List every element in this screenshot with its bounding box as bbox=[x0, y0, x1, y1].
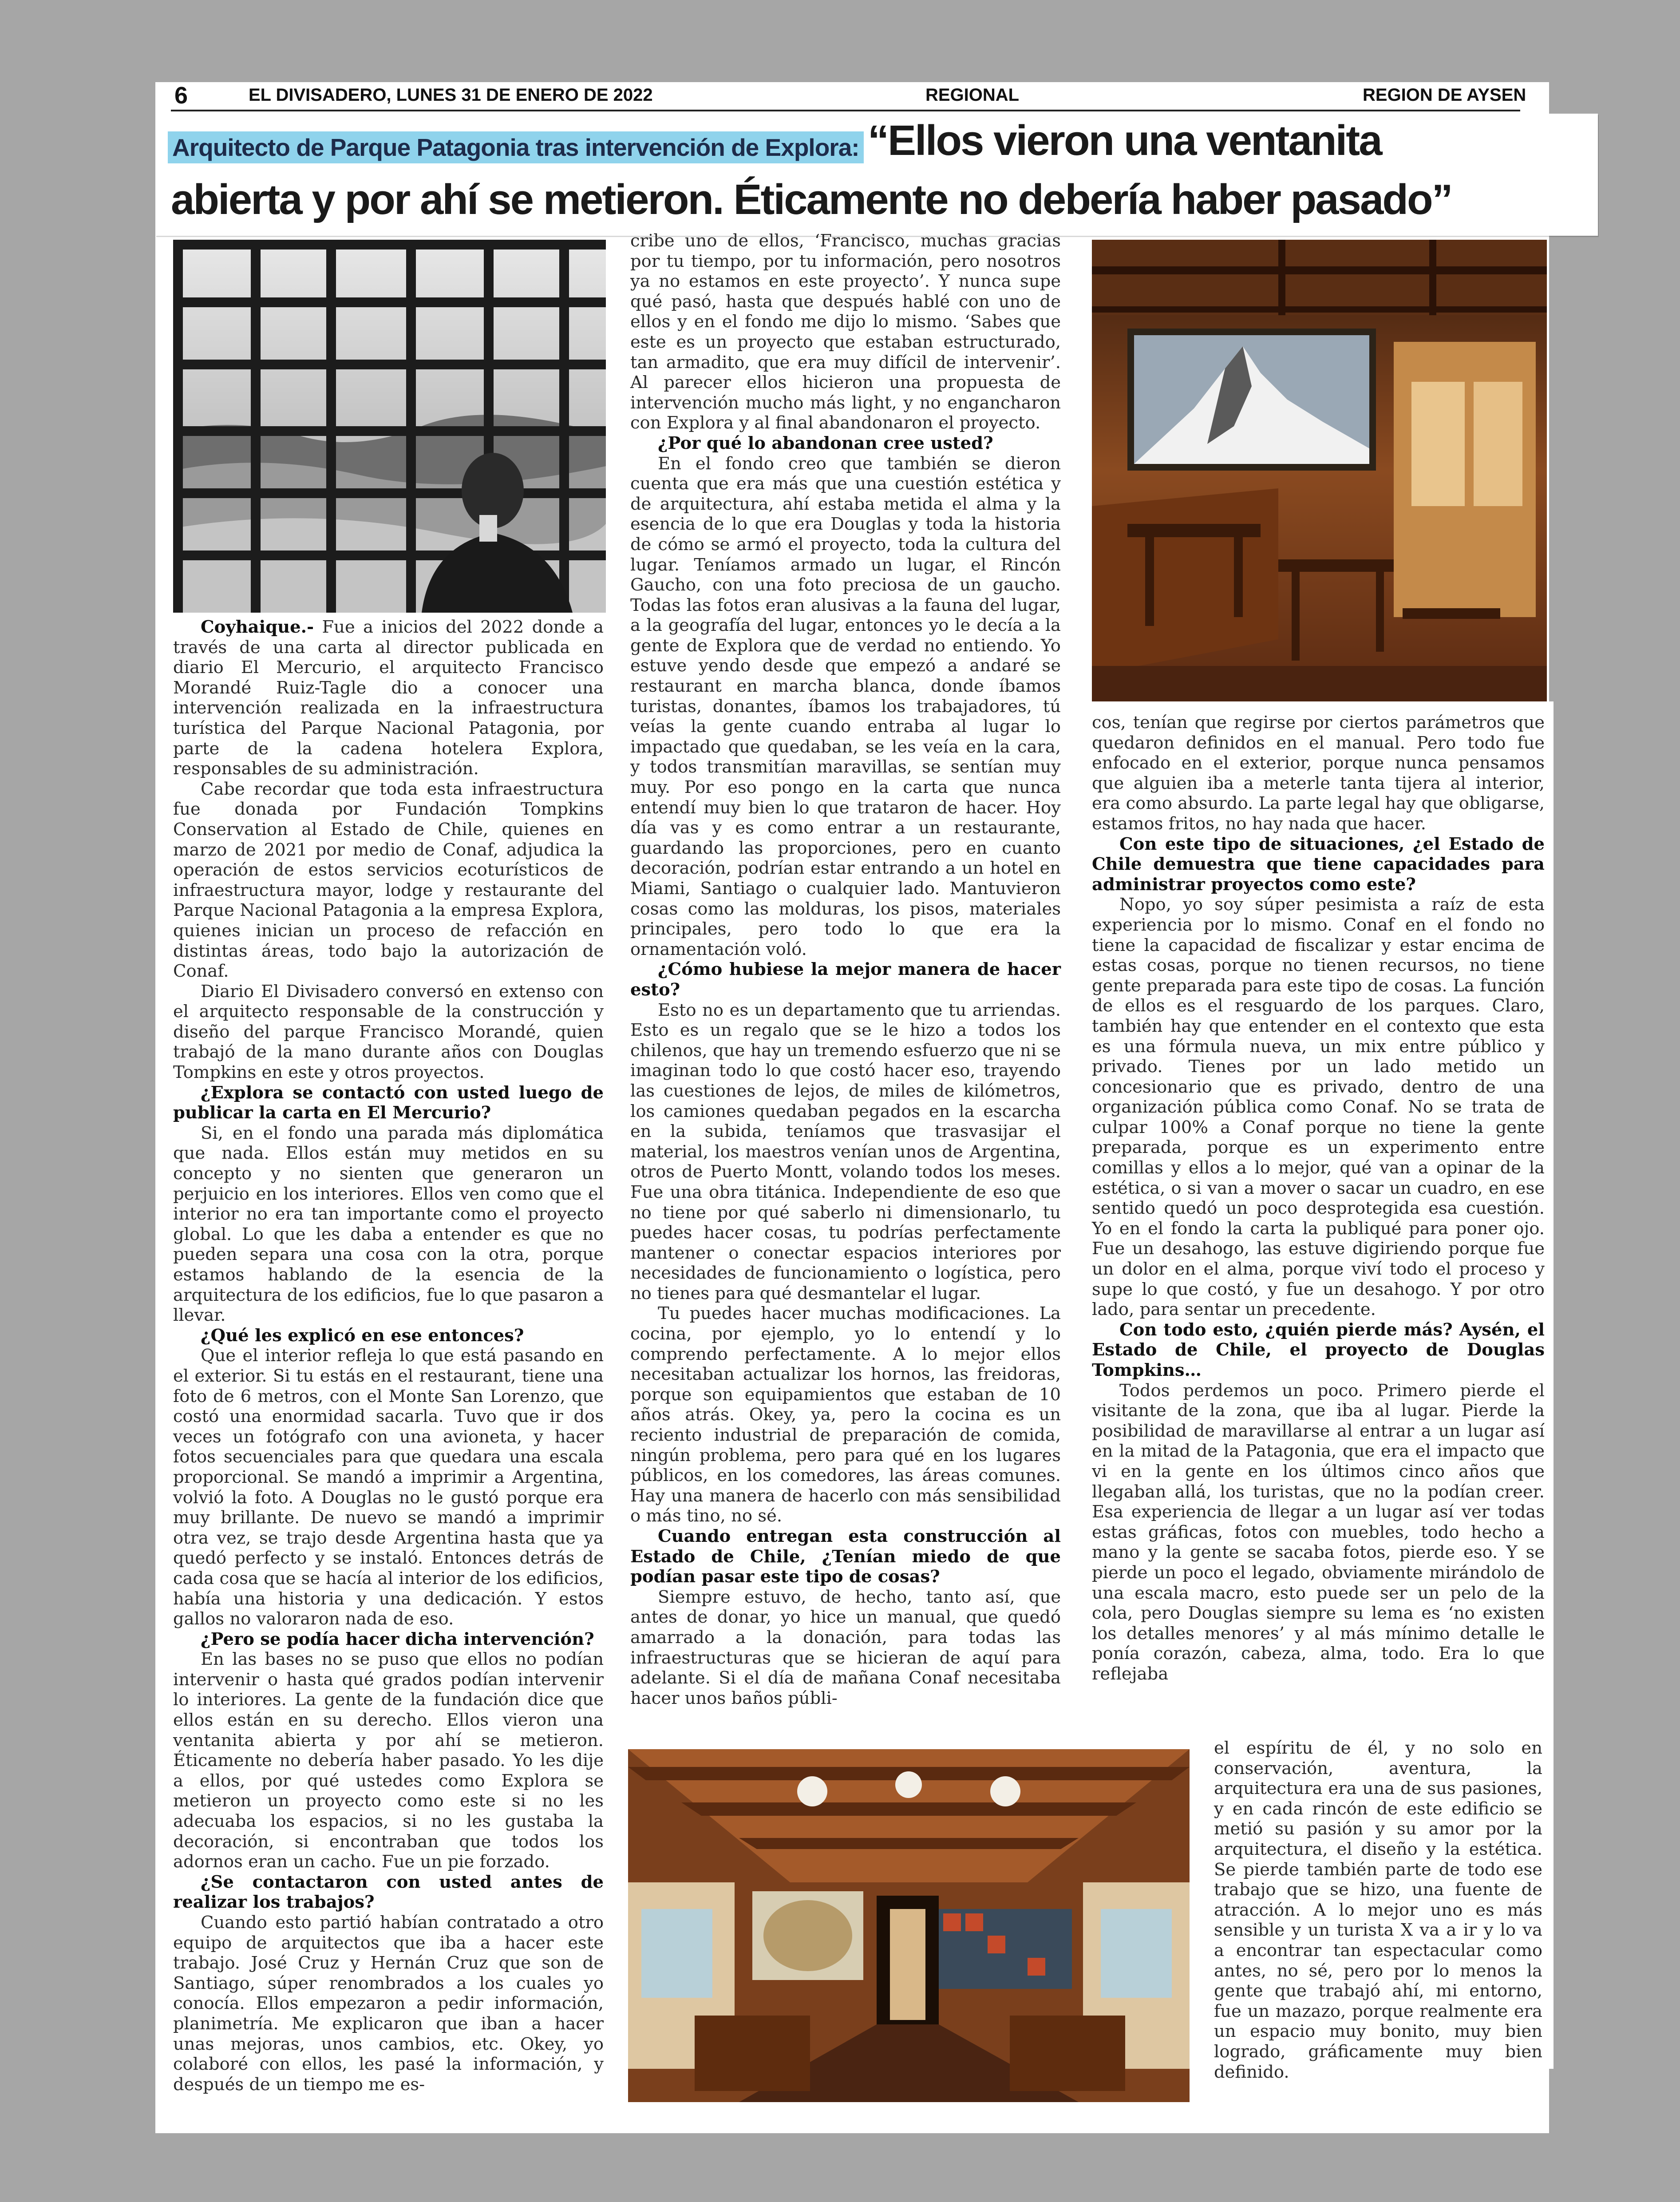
headline-title-line1: “Ellos vieron una ventanita bbox=[868, 117, 1381, 164]
col3-question-1: Con este tipo de situaciones, ¿el Estado de Chile demuestra que tiene capacidades para administrar proyectos como este? bbox=[1092, 834, 1545, 895]
col2-question-2: ¿Cómo hubiese la mejor manera de hacer esto? bbox=[630, 959, 1061, 1000]
lodge-hall-photo bbox=[628, 1749, 1190, 2102]
col1-answer-4: Cuando esto partió habían contratado a otro equipo de arquitectos que iba a hacer este trabajo. José Cruz y Hernán Cruz que son de Santiago, súper renombrados a los cuales yo conocía. Ellos empezaron a pedir información, planimetría. Me explicaron que iban a hacer unas mejoras, unos cambios, etc. Okey, yo colaboré con ellos, les pasé la información, y después de un tiempo me es- bbox=[173, 1913, 604, 2095]
region-name: REGION DE AYSEN bbox=[1363, 85, 1526, 105]
architect-window-photo bbox=[173, 240, 606, 613]
col1-answer-2: Que el interior refleja lo que está pasando en el exterior. Si tu estás en el restaurant, tiene una foto de 6 metros, con el Monte San Lorenzo, que costó una enormidad sacarla. Tuvo que ir dos veces un fotógrafo con una avioneta, y hacer fotos secuenciales para que quedara una escala proporcional. Se mandó a imprimir a Argentina, volvió la foto. A Douglas no le gustó porque era muy brillante. De nuevo se mandó a imprimir otra vez, se trajo desde Argentina hasta que ya quedó perfecto y se instaló. Entonces detrás de cada cosa que se hacía al interior de los edificios, había una historia y una dedicación. Y estos gallos no valoraron nada de eso. bbox=[173, 1346, 604, 1629]
newspaper-date: EL DIVISADERO, LUNES 31 DE ENERO DE 2022 bbox=[249, 85, 653, 105]
col1-paragraph-2: Cabe recordar que toda esta infraestructura fue donada por Fundación Tompkins Conservation al Estado de Chile, quienes en marzo de 2021 por medio de Conaf, adjudica la operación de estos servicios ecoturísticos de infraestructura mayor, lodge y restaurante del Parque Nacional Patagonia a la empresa Explora, quienes inician un proceso de refacción en distintas áreas, todo bajo la autorización de Conaf. bbox=[173, 779, 604, 982]
col3-answer-2-continued: el espíritu de él, y no solo en conservación, aventura, la arquitectura era una de sus pasiones, y en cada rincón de este edificio se metió su pasión y su amor por la arquitectura, el diseño y la estética. Se pierde también parte de todo ese trabajo que se hizo, una fuente de atracción. A lo mejor uno es más sensible y un turista X va a ir y lo va a encontrar tan espectacular como antes, no sé, pero por lo menos la gente que trabajó ahí, mi entorno, fue un mazazo, porque realmente era un espacio muy bonito, muy bien logrado, gráficamente muy bien definido. bbox=[1214, 1738, 1542, 2082]
col1-question-3: ¿Pero se podía hacer dicha intervención? bbox=[201, 1629, 594, 1649]
col2-question-1: ¿Por qué lo abandonan cree usted? bbox=[658, 433, 993, 453]
col2-answer-1: En el fondo creo que también se dieron cuenta que era más que una cuestión estética y de arquitectura, ahí estaba metida el alma y la esencia de lo que era Douglas y toda la historia de cómo se armó el proyecto, toda la cultura del lugar. Teníamos armado un lugar, el Rincón Gaucho, con una foto preciosa de un gaucho. Todas las fotos eran alusivas a la fauna del lugar, a la geografía del lugar, entonces yo le decía a la gente de Explora que de verdad no entiendo. Yo estuve yendo desde que empezó a andaré se restaurant en marcha blanca, donde íbamos turistas, donantes, íbamos los trabajadores, tú veías la gente cuando entraba al lugar lo impactado que quedaban, se les veía en la cara, y todos transmitían maravillas, se sentían muy muy. Por eso pongo en la carta que nunca entendí muy bien lo que trataron de hacer. Hoy día vas y es como entrar a un restaurante, guardando las proporciones, pero en cuanto decoración, podrían estar entrando a un hotel en Miami, Santiago o cualquier lado. Mantuvieron cosas como las molduras, los pisos, materiales principales, pero todo lo que era la ornamentación voló. bbox=[630, 453, 1061, 959]
page-number: 6 bbox=[174, 82, 188, 109]
col2-answer-2b: Tu puedes hacer muchas modificaciones. La cocina, por ejemplo, yo lo entendí y lo comprendo perfectamente. A lo mejor ellos necesitaban actualizar los hornos, las freidoras, porque son equipamientos que estaban de 10 años atrás. Okey, ya, pero la cocina es un reciento industrial de preparación de comida, ningún problema, pero para qué en los lugares públicos, en los comedores, las áreas comunes. Hay una manera de hacerlo con más sensibilidad o más tino, no sé. bbox=[630, 1303, 1061, 1526]
col1-paragraph-1: Fue a inicios del 2022 donde a través de una carta al director publicada en diario El Mercurio, el arquitecto Francisco Morandé Ruiz-Tagle dio a conocer una intervención realizada en la infraestructura turística del Parque Nacional Patagonia, por parte de la cadena hotelera Explora, responsables de su administración. bbox=[173, 617, 604, 779]
col1-question-2: ¿Qué les explicó en ese entonces? bbox=[201, 1325, 524, 1346]
headline-kicker: Arquitecto de Parque Patagonia tras intervención de Explora: bbox=[168, 131, 864, 163]
col1-question-1: ¿Explora se contactó con usted luego de publicar la carta en El Mercurio? bbox=[173, 1082, 604, 1123]
col3-paragraph-1: cos, tenían que regirse por ciertos parámetros que quedaron definidos en el manual. Pero todo fue enfocado en el exterior, porque nunca pensamos que alguien iba a meterle tanta tijera al interior, era como absurdo. La parte legal hay que obligarse, estamos fritos, no hay nada que hacer. bbox=[1092, 713, 1545, 834]
article-column-2 bbox=[630, 231, 1061, 1708]
running-header bbox=[171, 82, 1526, 111]
article-column-3-continued bbox=[1214, 1738, 1542, 2082]
col3-question-2: Con todo esto, ¿quién pierde más? Aysén, el Estado de Chile, el proyecto de Douglas Tompkins… bbox=[1092, 1319, 1545, 1380]
col1-paragraph-3: Diario El Divisadero conversó en extenso con el arquitecto responsable de la construcción y diseño del parque Francisco Morandé, quien trabajó de la mano durante años con Douglas Tompkins en este y otros proyectos. bbox=[173, 981, 604, 1083]
restaurant-interior-photo bbox=[1092, 240, 1547, 701]
dateline: Coyhaique.- bbox=[201, 617, 314, 637]
article-column-1 bbox=[173, 617, 604, 2095]
col1-question-4: ¿Se contactaron con usted antes de realizar los trabajos? bbox=[173, 1872, 604, 1913]
col2-question-3: Cuando entregan esta construcción al Estado de Chile, ¿Tenían miedo de que podían pasar este tipo de cosas? bbox=[630, 1526, 1061, 1587]
col3-answer-2: Todos perdemos un poco. Primero pierde el visitante de la zona, que iba al lugar. Pierde la posibilidad de maravillarse al entrar a un lugar así en la mitad de la Patagonia, que era el impacto que vi en la gente en los últimos cinco años que llegaban allá, los turistas, que no la podían creer. Esa experiencia de llegar a un lugar así ver todas estas gráficas, fotos con muebles, todo hecho a mano y la gente se sacaba fotos, pierde eso. Y se pierde un poco el legado, obviamente mirándolo de una escala macro, esto puede ser un pelo de la cola, pero Douglas siempre su lema es ‘no existen los detalles menores’ y al más mínimo detalle le ponía corazón, cabeza, alma, todo. Era lo que reflejaba bbox=[1092, 1380, 1545, 1684]
col1-answer-3: En las bases no se puso que ellos no podían intervenir o hasta qué grados podían intervenir lo interiores. La gente de la fundación dice que ellos están en su derecho. Ellos vieron una ventanita abierta y por ahí se metieron. Éticamente no debería haber pasado. Yo les dije a ellos, por qué ustedes como Explora se metieron un proyecto como este si no les adecuaba los espacios, si no les gustaba la decoración, si encontraban que todos los adornos eran un cacho. Fue un pie forzado. bbox=[173, 1649, 604, 1872]
section-name: REGIONAL bbox=[925, 85, 1020, 105]
col3-answer-1: Nopo, yo soy súper pesimista a raíz de esta experiencia por lo mismo. Conaf en el fondo no tiene la capacidad de fiscalizar y estar encima de estas cosas, porque no tienen recursos, no tiene gente preparada para este tipo de cosas. La función de ellos es el resguardo de los parques. Claro, también hay que entender en el contexto que esta es una fórmula nueva, un mix entre público y privado. Tienes por un lado metido un concesionario que es privado, dentro de una organización pública como Conaf. No se trata de culpar 100% a Conaf porque no tiene la gente preparada, porque es un experimento entre comillas y ellos a lo mejor, qué van a opinar de la estética, o si van a mover o sacar un cuadro, en ese sentido quedó un poco desprotegida esa cuestión. Yo en el fondo la carta la publiqué para poner ojo. Fue un desahogo, las estuve digiriendo porque fue un dolor en el alma, porque viví todo el proceso y supe lo que costó, y fue un desahogo. Y por otro lado, para sentar un precedente. bbox=[1092, 895, 1545, 1320]
header-rule bbox=[171, 110, 1520, 111]
col2-answer-3: Siempre estuvo, de hecho, tanto así, que antes de donar, yo hice un manual, que quedó amarrado a la donación, para todas las infraestructuras que se hicieran de aquí para adelante. Si el día de mañana Conaf necesitaba hacer unos baños públi- bbox=[630, 1587, 1061, 1708]
article-column-3 bbox=[1092, 713, 1545, 1684]
col2-paragraph-1: cribe uno de ellos, ‘Francisco, muchas gracias por tu tiempo, por tu información, pero nosotros ya no estamos en este proyecto’. Y nunca supe qué pasó, hasta que después hablé con uno de ellos y en el fondo me dijo lo mismo. ‘Sabes que este es un proyecto que estaban estructurado, tan armadito, que era muy difícil de intervenir’. Al parecer ellos hicieron una propuesta de intervención mucho más light, y no engancharon con Explora y al final abandonaron el proyecto. bbox=[630, 231, 1061, 433]
col2-answer-2: Esto no es un departamento que tu arriendas. Esto es un regalo que se le hizo a todos los chilenos, que hay un tremendo esfuerzo que ni se imaginan todo lo que costó hacer eso, trayendo las cuestiones de lejos, de miles de kilómetros, los camiones quedaban pegados en la escarcha en la subida, teníamos que trasvasijar el material, los maestros venían unos de Argentina, otros de Puerto Montt, volando todos los meses. Fue una obra titánica. Independiente de eso que no tiene por qué saberlo ni dimensionarlo, tu puedes hacer cosas, tu podrías perfectamente mantener o conectar espacios interiores por necesidades de funcionamiento o logística, pero no tienes para qué desmantelar el lugar. bbox=[630, 1000, 1061, 1303]
col1-answer-1: Si, en el fondo una parada más diplomática que nada. Ellos están muy metidos en su concepto y no sienten que generaron un perjuicio en los interiores. Ellos ven como que el interior no era tan importante como el proyecto global. Lo que les daba a entender es que no pueden separa una cosa con la otra, porque estamos hablando de la esencia de la arquitectura de los edificios, fue lo que pasaron a llevar. bbox=[173, 1123, 604, 1326]
headline-title-line2: abierta y por ahí se metieron. Éticamente no debería haber pasado” bbox=[171, 176, 1452, 223]
